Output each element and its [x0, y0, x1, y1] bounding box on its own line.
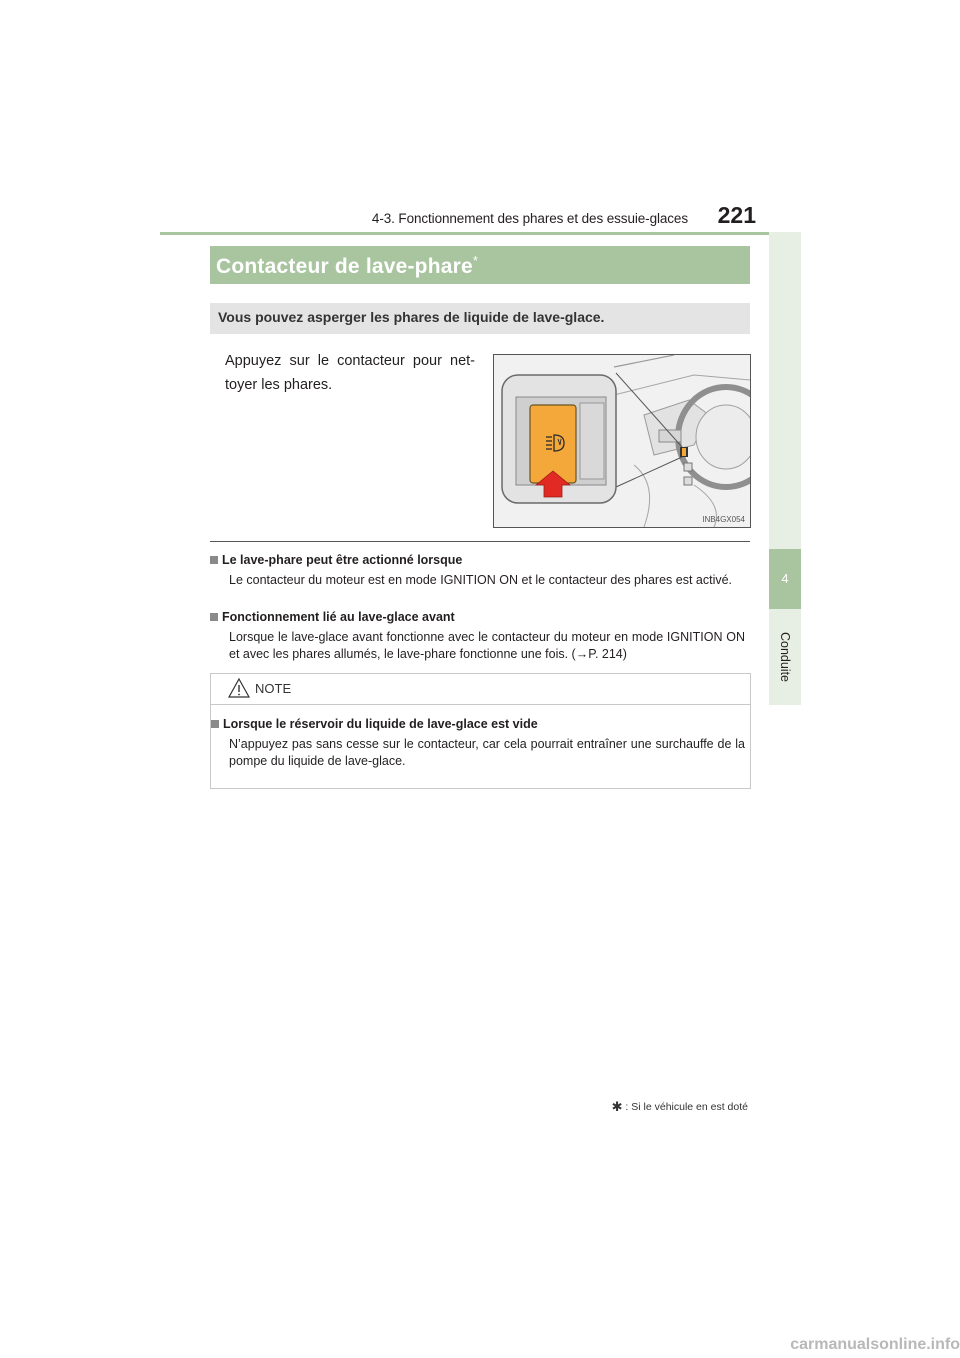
footnote [560, 1099, 748, 1115]
watermark: carmanualsonline.info [790, 1336, 960, 1353]
notice-header [211, 674, 750, 705]
figure-code: INB4GX054 [702, 515, 745, 524]
note-heading-1-text: Le lave-phare peut être actionné lorsque [222, 553, 463, 567]
page-number: 221 [717, 202, 756, 228]
intro-bar [210, 303, 750, 334]
warning-triangle-icon [227, 677, 251, 699]
dashboard-drawing [494, 355, 750, 527]
side-tab-chapter-number: 4 [769, 549, 801, 609]
chapter-label-text: Conduite [778, 631, 792, 683]
headlight-washer-switch-illustration [493, 354, 751, 528]
footnote-text: : Si le véhicule en est doté [625, 1101, 748, 1113]
section-title [216, 253, 478, 279]
section-title-text: Contacteur de lave-phare [216, 255, 473, 278]
note-heading-2 [210, 610, 455, 624]
running-header-section: 4-3. Fonctionnement des phares et des essuie-glaces [371, 211, 688, 226]
title-footnote-mark: * [472, 253, 479, 268]
body-paragraph: Appuyez sur le contacteur pour net-toyer les phares. [225, 353, 475, 393]
square-bullet-icon [210, 556, 218, 564]
notice-heading [211, 717, 538, 731]
note-heading-1 [210, 553, 462, 567]
note-heading-2-text: Fonctionnement lié au lave-glace avant [222, 610, 455, 624]
notice-label: NOTE [255, 681, 292, 696]
header-rule [160, 232, 801, 235]
square-bullet-icon [210, 613, 218, 621]
section-title-bar [210, 246, 750, 284]
side-tab-chapter-label [769, 609, 801, 705]
intro-text: Vous pouvez asperger les phares de liquide de lave-glace. [218, 309, 605, 325]
note-text-2: Lorsque le lave-glace avant fonctionne avec le contacteur du moteur en mode IGNITION ON et avec les phares allumés, le lave-phare fonctionne une fois. (→P. 214) [229, 630, 745, 661]
notice-heading-text: Lorsque le réservoir du liquide de lave-glace est vide [223, 717, 538, 731]
separator-rule [210, 541, 750, 542]
notice-text: N’appuyez pas sans cesse sur le contacteur, car cela pourrait entraîner une surchauffe de la pompe du liquide de lave-glace. [229, 737, 745, 768]
notice-box [210, 673, 751, 789]
square-bullet-icon [211, 720, 219, 728]
note-text-1: Le contacteur du moteur est en mode IGNITION ON et le contacteur des phares est activé. [229, 573, 733, 587]
side-tab-upper [769, 232, 801, 549]
footnote-mark: ✱ [611, 1099, 623, 1114]
